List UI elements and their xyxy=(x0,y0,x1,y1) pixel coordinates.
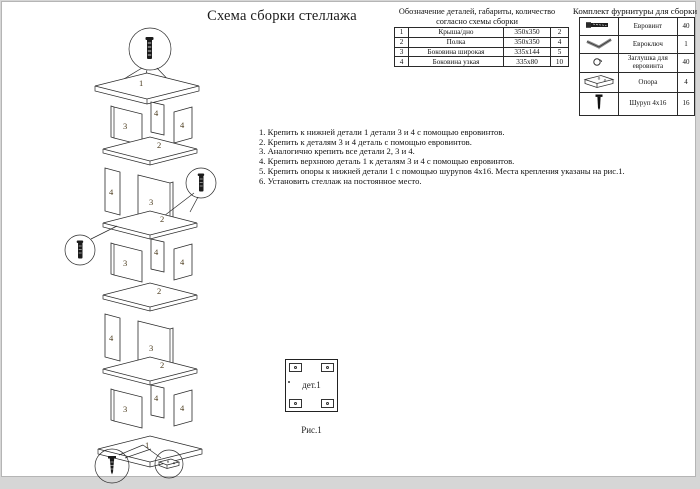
table-row xyxy=(395,57,569,67)
parts-table xyxy=(394,27,569,67)
top-panel xyxy=(95,73,199,104)
part-qty: 10 xyxy=(551,57,569,67)
part-label: 4 xyxy=(154,247,159,257)
shelf-panel xyxy=(103,137,197,165)
figure1-caption: Рис.1 xyxy=(301,425,322,435)
screw-hole-icon xyxy=(294,366,297,369)
hardware-table xyxy=(579,17,695,116)
hardware-qty: 4 xyxy=(677,72,694,93)
figure1-part-label: дет.1 xyxy=(302,380,321,390)
part-label: 3 xyxy=(123,121,128,131)
screw-hole-icon xyxy=(326,402,329,405)
parts-table-header-line2: согласно схемы сборки xyxy=(436,16,518,26)
shelf-panel xyxy=(103,357,197,385)
part-label: 4 xyxy=(109,333,114,343)
part-size: 350х350 xyxy=(504,28,551,38)
support-mount-bracket xyxy=(321,363,334,372)
screw-callout-bottom xyxy=(95,449,129,483)
instruction-step: 5. Крепить опоры к нижней детали 1 с помощью шурупов 4х16. Места крепления указаны на рис.1. xyxy=(259,165,625,176)
part-size: 335х144 xyxy=(504,47,551,57)
part-label: 2 xyxy=(157,140,162,150)
part-label: 3 xyxy=(123,258,128,268)
part-label: 3 xyxy=(123,404,128,414)
hexkey-icon xyxy=(584,36,614,51)
shelf-panel xyxy=(103,211,197,239)
part-label: 4 xyxy=(154,108,159,118)
part-name: Крыша/дно xyxy=(409,28,504,38)
part-label: 1 xyxy=(145,440,150,450)
hardware-icon-cell xyxy=(580,35,619,54)
part-name: Боковина узкая xyxy=(409,57,504,67)
part-label: 4 xyxy=(154,393,159,403)
part-label: 4 xyxy=(180,257,185,267)
part-qty: 5 xyxy=(551,47,569,57)
hardware-icon-cell xyxy=(580,93,619,116)
part-label: 1 xyxy=(139,78,144,88)
hardware-name: Евроключ xyxy=(618,35,677,54)
page-title: Схема сборки стеллажа xyxy=(207,8,357,24)
instruction-step: 2. Крепить к деталям 3 и 4 деталь с помощью евровинтов. xyxy=(259,136,472,147)
support-icon xyxy=(582,73,616,90)
part-label: 2 xyxy=(160,214,165,224)
part-label: 4 xyxy=(109,187,114,197)
cap-icon xyxy=(584,54,614,69)
table-row xyxy=(395,47,569,57)
figure1-part-drawing xyxy=(285,359,338,412)
assembly-diagram xyxy=(47,16,227,484)
part-name: Полка xyxy=(409,37,504,47)
hardware-qty: 16 xyxy=(677,93,694,116)
hardware-qty: 1 xyxy=(677,35,694,54)
support-mount-bracket xyxy=(321,399,334,408)
part-size: 335х80 xyxy=(504,57,551,67)
part-qty: 2 xyxy=(551,28,569,38)
table-row xyxy=(395,28,569,38)
assembly-instructions xyxy=(259,128,679,186)
part-label: 4 xyxy=(180,403,185,413)
shelf-panel xyxy=(103,283,197,311)
hardware-name: Опора xyxy=(618,72,677,93)
euroscrew-icon xyxy=(584,18,614,32)
screw-icon xyxy=(108,456,116,459)
instruction-step: 6. Установить стеллаж на постоянное место. xyxy=(259,175,422,186)
table-row xyxy=(580,72,695,93)
hardware-name: Шуруп 4х16 xyxy=(618,93,677,116)
part-qty: 4 xyxy=(551,37,569,47)
part-number: 2 xyxy=(395,37,409,47)
instruction-step: 3. Аналогично крепить все детали 2, 3 и 4. xyxy=(259,146,415,157)
screw-hole-icon xyxy=(326,366,329,369)
table-row xyxy=(580,18,695,36)
side-panels-tier3 xyxy=(111,239,192,282)
instruction-step: 1. Крепить к нижней детали 1 детали 3 и 4 с помощью евровинтов. xyxy=(259,127,505,137)
support-mount-bracket xyxy=(289,399,302,408)
part-size: 350х350 xyxy=(504,37,551,47)
parts-table-header xyxy=(380,7,574,26)
parts-table-header-line1: Обозначение деталей, габариты, количество xyxy=(398,7,556,16)
hardware-name: Заглушка для евровинта xyxy=(618,54,677,73)
hardware-name: Евровинт xyxy=(618,18,677,36)
table-row xyxy=(580,93,695,116)
screw-icon xyxy=(592,93,606,112)
hardware-qty: 40 xyxy=(677,18,694,36)
hardware-qty: 40 xyxy=(677,54,694,73)
part-number: 3 xyxy=(395,47,409,57)
part-number: 1 xyxy=(395,28,409,38)
hardware-icon-cell xyxy=(580,18,619,36)
hardware-table-title: Комплект фурнитуры для сборки xyxy=(572,6,698,16)
table-row xyxy=(580,54,695,73)
part-label: 2 xyxy=(160,360,165,370)
part-label: 3 xyxy=(149,197,154,207)
hardware-icon-cell xyxy=(580,72,619,93)
side-panels-tier5 xyxy=(111,385,192,428)
part-number: 4 xyxy=(395,57,409,67)
part-label: 3 xyxy=(149,343,154,353)
hardware-icon-cell xyxy=(580,54,619,73)
part-label: 2 xyxy=(157,286,162,296)
screw-hole-icon xyxy=(294,402,297,405)
euroscrew-callout-left xyxy=(65,226,117,265)
part-label: 4 xyxy=(180,120,185,130)
instruction-step: 4. Крепить верхнюю деталь 1 к деталям 3 и 4 с помощью евровинтов. xyxy=(259,156,515,167)
table-row xyxy=(395,37,569,47)
document-page xyxy=(1,1,696,477)
table-row xyxy=(580,35,695,54)
support-mount-bracket xyxy=(289,363,302,372)
part-name: Боковина широкая xyxy=(409,47,504,57)
